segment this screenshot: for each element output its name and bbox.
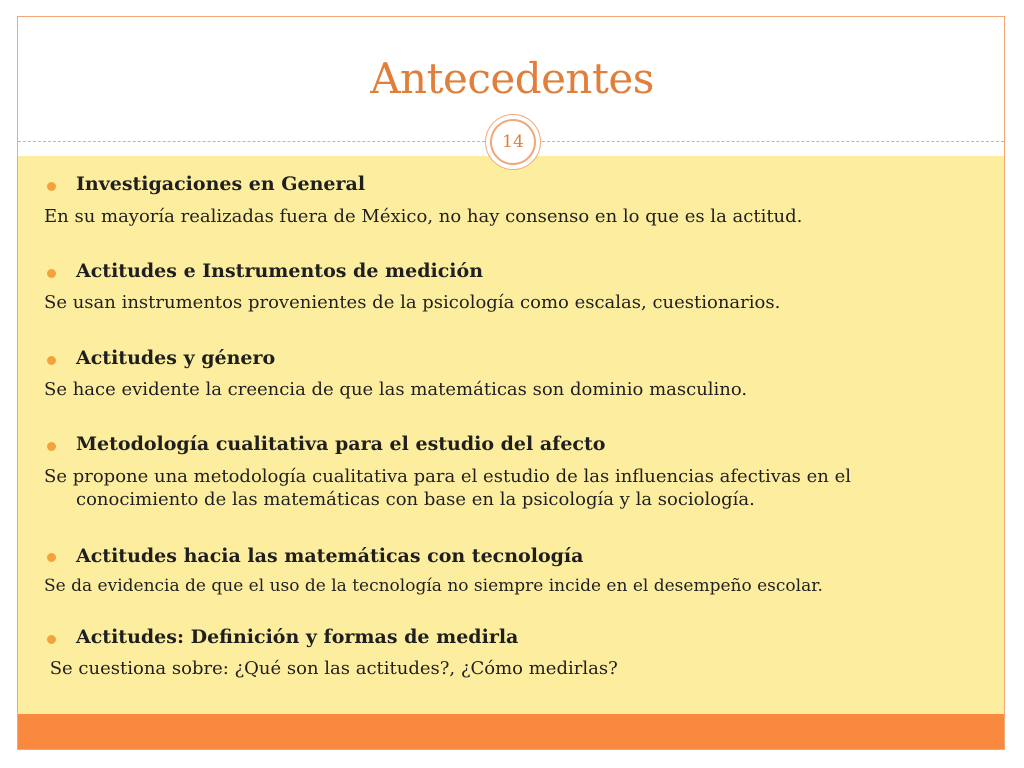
section-body: Se usan instrumentos provenientes de la psicología como escalas, cuestionarios. (44, 292, 781, 313)
section-heading: Metodología cualitativa para el estudio del afecto (76, 433, 606, 455)
page-number-badge (485, 114, 541, 170)
section-body: Se cuestiona sobre: ¿Qué son las actitudes?, ¿Cómo medirlas? (44, 658, 618, 679)
section-body: Se hace evidente la creencia de que las matemáticas son dominio masculino. (44, 379, 748, 400)
bullet-icon (47, 269, 56, 278)
slide-title: Antecedentes (370, 54, 654, 103)
section-heading: Actitudes hacia las matemáticas con tecnología (76, 545, 584, 567)
bullet-icon (47, 635, 56, 644)
section-heading: Actitudes e Instrumentos de medición (76, 260, 484, 282)
section-body: Se da evidencia de que el uso de la tecnología no siempre incide en el desempeño escolar. (44, 576, 823, 596)
section-heading: Actitudes: Definición y formas de medirla (76, 626, 519, 648)
section-heading: Investigaciones en General (76, 173, 366, 195)
page-number: 14 (490, 119, 536, 165)
section-body-line2: conocimiento de las matemáticas con base en la psicología y la sociología. (76, 489, 755, 510)
section-heading: Actitudes y género (76, 347, 276, 369)
bullet-icon (47, 553, 56, 562)
bullet-icon (47, 356, 56, 365)
bullet-icon (47, 182, 56, 191)
bullet-icon (47, 442, 56, 451)
section-body-line1: Se propone una metodología cualitativa para el estudio de las influencias afectivas en el (44, 466, 852, 487)
footer-bar (18, 714, 1004, 749)
section-body: En su mayoría realizadas fuera de México, no hay consenso en lo que es la actitud. (44, 206, 803, 227)
